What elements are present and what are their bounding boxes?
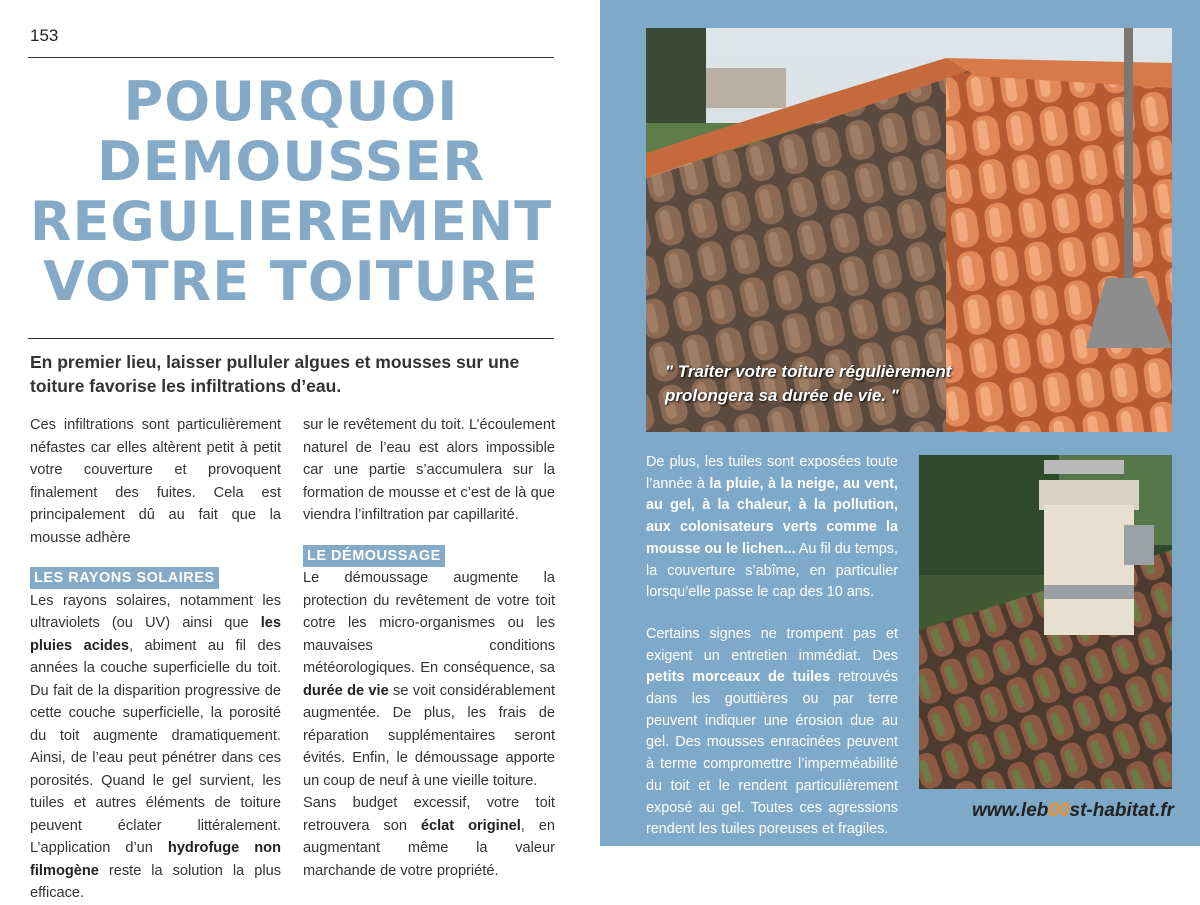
page-number: 153: [30, 26, 59, 45]
chimney-photo: [919, 455, 1172, 789]
col1-intro: Ces infiltrations sont particulièrement néfastes car elles altèrent petit à petit votre couverture et provoquent finalement des fuites. Cela est principalement dû au fait que la mousse adhère: [30, 417, 281, 546]
title-line: REGULIEREMENT: [29, 190, 553, 253]
title-rule: [28, 338, 554, 339]
photo-quote: " Traiter votre toiture régulièrement prolongera sa durée de vie. ": [665, 362, 952, 405]
chimney-roof-image: [919, 455, 1172, 789]
title-line: DEMOUSSER: [96, 130, 486, 193]
column-1: [30, 414, 281, 905]
section-title-rayons: LES RAYONS SOLAIRES: [30, 567, 219, 589]
lead-paragraph: En premier lieu, laisser pulluler algues et mousses sur une toiture favorise les infiltrations d’eau.: [30, 352, 520, 396]
section-title-demoussage: LE DÉMOUSSAGE: [303, 545, 445, 567]
left-page: [0, 0, 600, 901]
page-title: [28, 72, 554, 312]
col2-body-2: Sans budget excessif, votre toit retrouvera son éclat originel, en augmentant même la valeur marchande de votre propriété.: [303, 795, 555, 879]
right-body-1: De plus, les tuiles sont exposées toute l’année à la pluie, à la neige, au vent, au gel, à la chaleur, à la pollution, aux colonisateurs verts comme la mousse ou le lichen... Au fil du temps, la couverture s’abîme, en particulier lorsqu’elle passe le cap des 10 ans.: [646, 454, 898, 601]
website-link[interactable]: www.leb00st-habitat.fr: [972, 800, 1175, 821]
right-column: [646, 452, 898, 841]
col2-intro: sur le revêtement du toit. L’écoulement naturel de l’eau est alors impossible car une partie s’accumulera sur la formation de mousse et c’est de là que viendra l’infiltration par capillarité.: [303, 417, 555, 523]
title-line: POURQUOI: [123, 70, 459, 133]
right-body-2: Certains signes ne trompent pas et exigent un entretien immédiat. Des petits morceaux de tuiles retrouvés dans les gouttières ou par terre peuvent indiquer une érosion due au gel. Des mousses enracinées peuvent à terme compromettre l’imperméabilité du toit et le rendent particulièrement exposé au gel. Toutes ces agressions rendent les tuiles poreuses et fragiles.: [646, 625, 898, 838]
column-2: [303, 414, 555, 882]
col1-body: Les rayons solaires, notamment les ultraviolets (ou UV) ainsi que les pluies acides, abiment au fil des années la couche superficielle du toit. Du fait de la disparition progressive de cette couche superficielle, la porosité du toit augmente dramatiquement. Ainsi, de l’eau peut pénétrer dans ces porosités. Quand le gel survient, les tuiles et autres éléments de toiture peuvent éclater littéralement. L’application d’un hydrofuge non filmogène reste la solution la plus efficace.: [30, 592, 281, 901]
title-line: VOTRE TOITURE: [43, 250, 539, 313]
top-rule: [28, 57, 554, 58]
col2-body-1: Le démoussage augmente la protection du revêtement de votre toit cotre les micro-organismes ou les mauvaises conditions météorologiques. En conséquence, sa durée de vie se voit considérablement augmentée. De plus, les frais de réparation supplémentaires seront évités. Enfin, le démoussage apporte un coup de neuf à une vieille toiture.: [303, 570, 556, 789]
